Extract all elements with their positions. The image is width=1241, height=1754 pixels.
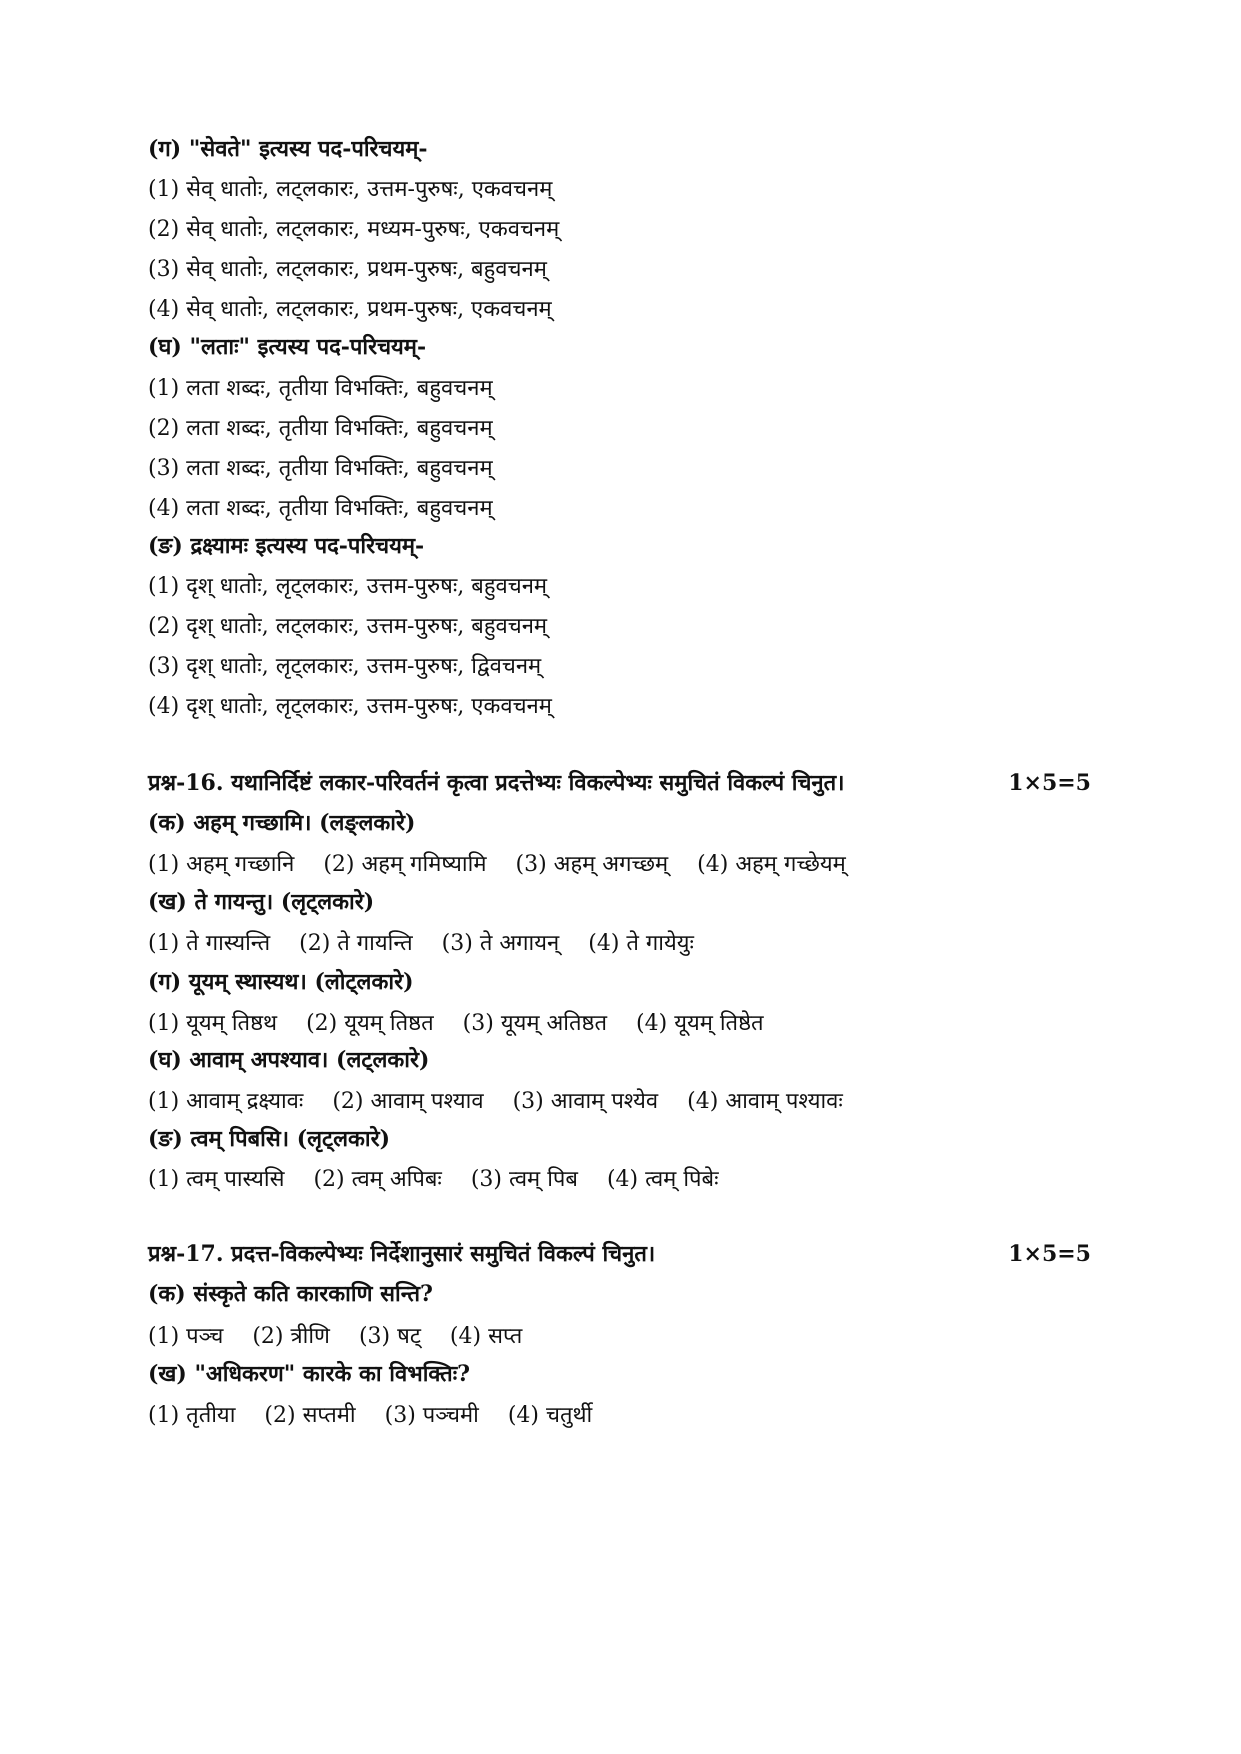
q17-item-2-options: [148, 1400, 1091, 1432]
q16-item-5-opt-1: (1) त्वम् पास्यसि: [148, 1167, 285, 1192]
block2-option-2: (2) लता शब्दः, तृतीया विभक्तिः, बहुवचनम्: [148, 416, 493, 441]
q17-marks: 1×5=5: [1008, 1241, 1091, 1267]
q16-item-1-opt-4: (4) अहम् गच्छेयम्: [697, 852, 846, 877]
q16-item-5-opt-4: (4) त्वम् पिबेः: [606, 1167, 719, 1192]
block3-option-1: (1) दृश् धातोः, लृट्लकारः, उत्तम-पुरुषः, बहुवचनम्: [148, 574, 548, 599]
q16-item-1-options: [148, 849, 1091, 881]
block3-heading: (ङ) द्रक्ष्यामः इत्यस्य पद-परिचयम्-: [148, 533, 425, 559]
q16-item-3-opt-3: (3) यूयम् अतिष्ठत: [462, 1011, 608, 1036]
q16-item-2-opt-1: (1) ते गास्यन्ति: [148, 931, 271, 956]
q16-item-4-question: (घ) आवाम् अपश्याव। (लट्लकारे): [148, 1047, 430, 1073]
q17-item-2-opt-2: (2) सप्तमी: [264, 1403, 356, 1428]
block1-option-2: (2) सेव् धातोः, लट्लकारः, मध्यम-पुरुषः, एकवचनम्: [148, 217, 560, 242]
q16-marks: 1×5=5: [1008, 770, 1091, 796]
q16-item-2-opt-4: (4) ते गायेयुः: [588, 931, 694, 956]
q17-item-1-opt-4: (4) सप्त: [449, 1324, 523, 1349]
q16-item-3-opt-2: (2) यूयम् तिष्ठत: [306, 1011, 434, 1036]
q17-item-2-question: (ख) "अधिकरण" कारके का विभक्तिः?: [148, 1361, 471, 1387]
block1-option-1: (1) सेव् धातोः, लट्लकारः, उत्तम-पुरुषः, एकवचनम्: [148, 177, 553, 202]
block1-option-3: (3) सेव् धातोः, लट्लकारः, प्रथम-पुरुषः, बहुवचनम्: [148, 257, 547, 282]
q16-item-3-question: (ग) यूयम् स्थास्यथ। (लोट्लकारे): [148, 969, 414, 995]
q16-item-3-opt-1: (1) यूयम् तिष्ठथ: [148, 1011, 278, 1036]
q16-item-4-opt-3: (3) आवाम् पश्येव: [512, 1089, 659, 1114]
block3-option-2: (2) दृश् धातोः, लट्लकारः, उत्तम-पुरुषः, बहुवचनम्: [148, 614, 548, 639]
q16-item-2-options: [148, 928, 1091, 960]
q16-item-5-question: (ङ) त्वम् पिबसि। (लृट्लकारे): [148, 1126, 391, 1152]
q16-item-2-question: (ख) ते गायन्तु। (लृट्लकारे): [148, 889, 375, 915]
q17-item-2-opt-1: (1) तृतीया: [148, 1403, 236, 1428]
q16-item-4-opt-1: (1) आवाम् द्रक्ष्यावः: [148, 1089, 304, 1114]
block2-heading: (घ) "लताः" इत्यस्य पद-परिचयम्-: [148, 334, 427, 360]
q16-item-5-opt-2: (2) त्वम् अपिबः: [313, 1167, 442, 1192]
q17-title: प्रश्न-17. प्रदत्त-विकल्पेभ्यः निर्देशानुसारं समुचितं विकल्पं चिनुत।: [148, 1241, 656, 1267]
q16-item-1-opt-1: (1) अहम् गच्छानि: [148, 852, 295, 877]
q16-item-4-opt-2: (2) आवाम् पश्याव: [332, 1089, 484, 1114]
q17-item-1-options: [148, 1321, 1091, 1353]
q16-item-1-opt-3: (3) अहम् अगच्छम्: [515, 852, 669, 877]
block2-option-4: (4) लता शब्दः, तृतीया विभक्तिः, बहुवचनम्: [148, 496, 493, 521]
block2-option-3: (3) लता शब्दः, तृतीया विभक्तिः, बहुवचनम्: [148, 456, 493, 481]
q17-item-1-opt-2: (2) त्रीणि: [252, 1324, 330, 1349]
q17-item-2-opt-3: (3) पञ्चमी: [384, 1403, 479, 1428]
q16-item-3-options: [148, 1008, 1091, 1040]
q17-item-1-question: (क) संस्कृते कति कारकाणि सन्ति?: [148, 1281, 433, 1307]
q16-item-4-opt-4: (4) आवाम् पश्यावः: [687, 1089, 843, 1114]
q16-item-5-options: [148, 1164, 1091, 1196]
q16-item-1-question: (क) अहम् गच्छामि। (लङ्लकारे): [148, 810, 416, 836]
q17-item-1-opt-1: (1) पञ्च: [148, 1324, 224, 1349]
block3-option-3: (3) दृश् धातोः, लृट्लकारः, उत्तम-पुरुषः, द्विवचनम्: [148, 654, 542, 679]
block1-option-4: (4) सेव् धातोः, लट्लकारः, प्रथम-पुरुषः, एकवचनम्: [148, 297, 552, 322]
q17-title-row: [148, 1238, 1091, 1270]
q16-title-row: [148, 767, 1091, 799]
q16-title: प्रश्न-16. यथानिर्दिष्टं लकार-परिवर्तनं कृत्वा प्रदत्तेभ्यः विकल्पेभ्यः समुचितं विकल्पं चिनुत।: [148, 770, 845, 796]
q16-item-5-opt-3: (3) त्वम् पिब: [470, 1167, 578, 1192]
q16-item-2-opt-2: (2) ते गायन्ति: [299, 931, 413, 956]
block3-option-4: (4) दृश् धातोः, लृट्लकारः, उत्तम-पुरुषः, एकवचनम्: [148, 694, 552, 719]
q16-item-1-opt-2: (2) अहम् गमिष्यामि: [323, 852, 487, 877]
q16-item-3-opt-4: (4) यूयम् तिष्ठेत: [636, 1011, 764, 1036]
q17-item-1-opt-3: (3) षट्: [358, 1324, 421, 1349]
q16-item-4-options: [148, 1086, 1091, 1118]
q16-item-2-opt-3: (3) ते अगायन्: [441, 931, 560, 956]
block1-heading: (ग) "सेवते" इत्यस्य पद-परिचयम्-: [148, 136, 428, 162]
q17-item-2-opt-4: (4) चतुर्थी: [507, 1403, 593, 1428]
block2-option-1: (1) लता शब्दः, तृतीया विभक्तिः, बहुवचनम्: [148, 376, 493, 401]
